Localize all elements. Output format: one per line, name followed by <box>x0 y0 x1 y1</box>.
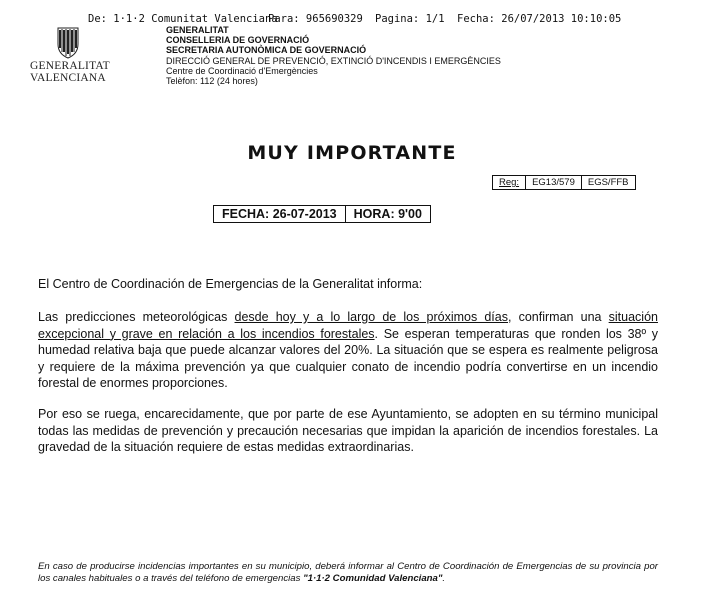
logo-line-2: VALENCIANA <box>30 72 106 84</box>
registry-number: EG13/579 <box>525 176 581 189</box>
document-title: MUY IMPORTANTE <box>247 142 457 164</box>
org-line-5: Centre de Coordinació d'Emergències <box>166 65 318 76</box>
coat-of-arms-icon <box>30 26 110 60</box>
org-line-4: DIRECCIÓ GENERAL DE PREVENCIÓ, EXTINCIÓ D'INCENDIS I EMERGÈNCIES <box>166 55 501 66</box>
logo-text <box>30 60 110 84</box>
fax-from: De: 1·1·2 Comunitat Valenciana <box>88 13 278 25</box>
footer-text: En caso de producirse incidencias importantes en su municipio, deberá informar al Centro de Coordinación de Emergencias de su provincia por los canales habituales o a través del teléfono de emergencias <box>38 561 658 585</box>
paragraph-1 <box>38 309 658 392</box>
org-line-2: CONSELLERIA DE GOVERNACIÓ <box>166 35 310 46</box>
fax-page: Pagina: 1/1 <box>375 13 445 25</box>
p1-text-c: . Se esperan temperaturas que ronden los 38º y humedad relativa baja que puede alcanzar valores del 20%. La situación que se espera es realmente peligrosa y requiere de la máxima prevención ya que cualquier conato de incendio podría convertirse en un incendio forestal de enormes proporciones. <box>38 326 658 390</box>
p1-text-a: Las predicciones meteorológicas <box>38 310 235 324</box>
org-line-3: SECRETARIA AUTONÒMICA DE GOVERNACIÓ <box>166 45 367 56</box>
date-field: FECHA: 26-07-2013 <box>222 207 337 221</box>
intro-line: El Centro de Coordinación de Emergencias de la Generalitat informa: <box>38 277 423 291</box>
logo-line-1: GENERALITAT <box>30 60 110 72</box>
registry-code: EGS/FFB <box>581 176 635 189</box>
organization-block <box>166 25 501 86</box>
p1-underlined-2: situación excepcional y grave en relación a los incendios forestales <box>38 310 658 341</box>
org-line-1: GENERALITAT <box>166 25 229 35</box>
registry-box <box>492 175 636 190</box>
registry-label: Reg: <box>499 177 520 188</box>
footer-end: . <box>442 573 446 585</box>
date-time-box <box>213 205 431 223</box>
footer-note <box>38 561 658 585</box>
p1-text-b: , confirman una <box>507 310 609 324</box>
time-field: HORA: 9'00 <box>345 206 430 222</box>
org-line-6: Telèfon: 112 (24 hores) <box>166 76 258 87</box>
p1-underlined-1: desde hoy y a lo largo de los próximos días <box>234 310 508 324</box>
fax-date: Fecha: 26/07/2013 10:10:05 <box>457 13 622 25</box>
footer-bold: "1·1·2 Comunidad Valenciana" <box>303 573 443 585</box>
fax-to: Para: 965690329 <box>268 13 363 25</box>
paragraph-2: Por eso se ruega, encarecidamente, que por parte de ese Ayuntamiento, se adopten en su término municipal todas las medidas de prevención y precaución necesarias que impidan la aparición de incendios forestales. La gravedad de la situación requiere de estas medidas extraordinarias. <box>38 407 658 454</box>
